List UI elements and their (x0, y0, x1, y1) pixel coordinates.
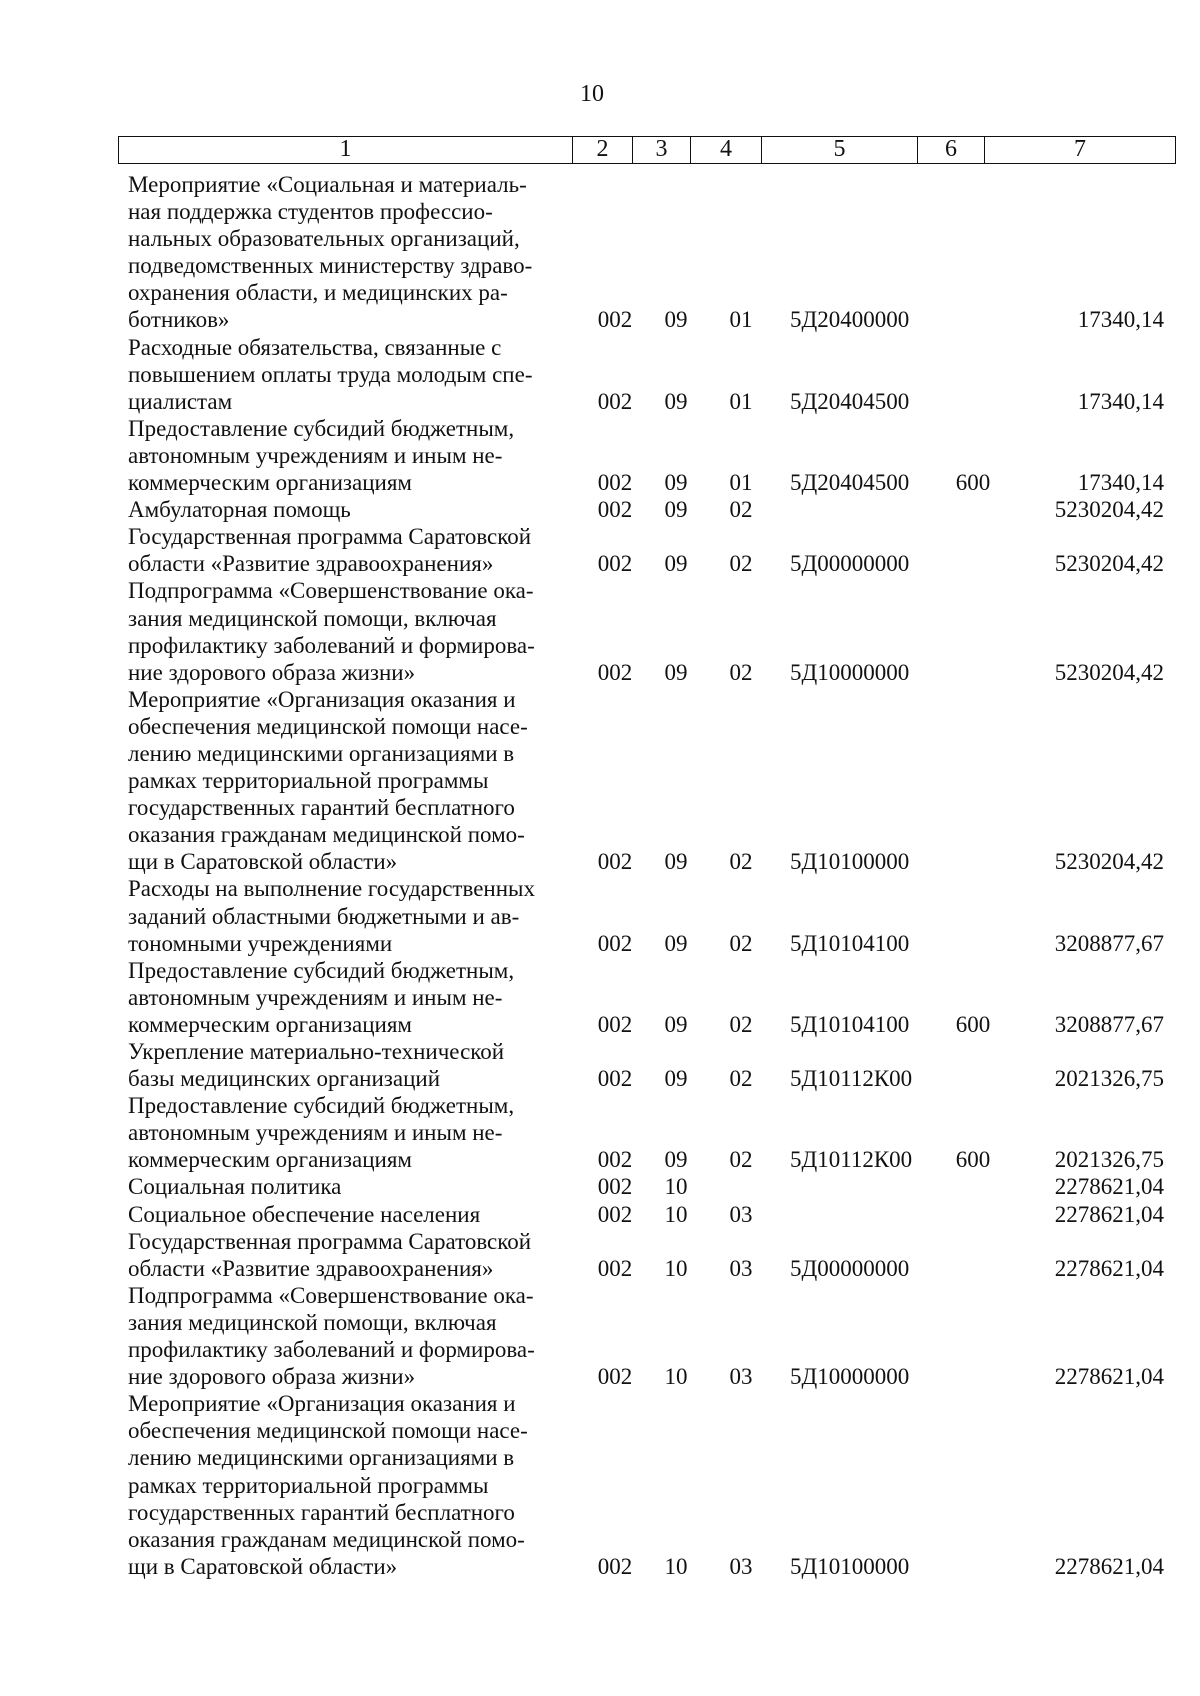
row-cell-c7: 5230204,42 (1054, 551, 1164, 577)
row-cell-c4: 02 (729, 659, 753, 685)
row-cell-c7: 3208877,67 (1054, 930, 1164, 956)
row-cell-c2: 002 (597, 1364, 633, 1390)
row-cell-c7: 2021326,75 (1054, 1147, 1164, 1173)
row-cell-c4: 02 (729, 849, 753, 875)
row-cell-c5: 5Д20404500 (790, 388, 910, 414)
table-row (0, 1201, 1200, 1228)
row-cell-c2: 002 (597, 551, 633, 577)
row-cell-c4: 02 (729, 1011, 753, 1037)
row-cell-c4: 01 (729, 388, 753, 414)
row-description: Мероприятие «Социальная и материаль- ная поддержка студентов профессио- нальных образовательных организаций, подведомственных министерству здраво- охранения области, и медицинских ра- ботников» (128, 172, 533, 333)
column-header-5: 5 (762, 137, 918, 163)
row-cell-c7: 5230204,42 (1054, 497, 1164, 523)
row-cell-c2: 002 (597, 497, 633, 523)
row-cell-c3: 09 (664, 849, 688, 875)
row-cell-c4: 03 (729, 1364, 753, 1390)
row-cell-c4: 02 (729, 551, 753, 577)
row-description: Амбулаторная помощь (128, 497, 351, 523)
row-cell-c3: 09 (664, 307, 688, 333)
row-cell-c2: 002 (597, 930, 633, 956)
row-description: Расходы на выполнение государственных заданий областными бюджетными и ав- тономными учреждениями (128, 876, 535, 956)
row-description: Подпрограмма «Совершенствование ока- зания медицинской помощи, включая профилактику заболеваний и формирова- ние здорового образа жизни» (128, 1282, 535, 1390)
table-row (0, 1092, 1200, 1173)
column-header-3: 3 (633, 137, 691, 163)
row-cell-c2: 002 (597, 1174, 633, 1200)
row-description: Расходные обязательства, связанные с повышением оплаты труда молодым спе- циалистам (128, 334, 533, 414)
row-cell-c2: 002 (597, 1553, 633, 1579)
row-cell-c2: 002 (597, 1066, 633, 1092)
row-cell-c2: 002 (597, 307, 633, 333)
table-row (0, 1038, 1200, 1092)
row-cell-c6: 600 (955, 1011, 991, 1037)
row-cell-c4: 01 (729, 470, 753, 496)
row-cell-c7: 2021326,75 (1054, 1066, 1164, 1092)
table-row (0, 496, 1200, 523)
budget-table-body (0, 171, 1200, 1580)
row-cell-c3: 10 (664, 1553, 688, 1579)
row-cell-c7: 2278621,04 (1054, 1201, 1164, 1227)
column-header-1: 1 (119, 137, 573, 163)
table-row (0, 875, 1200, 956)
row-description: Социальное обеспечение населения (128, 1201, 481, 1227)
row-cell-c3: 09 (664, 497, 688, 523)
row-cell-c7: 17340,14 (1077, 307, 1164, 333)
row-cell-c4: 03 (729, 1201, 753, 1227)
row-description: Государственная программа Саратовской области «Развитие здравоохранения» (128, 1228, 532, 1281)
row-cell-c2: 002 (597, 1147, 633, 1173)
row-cell-c7: 5230204,42 (1054, 659, 1164, 685)
column-header-6: 6 (918, 137, 985, 163)
row-cell-c2: 002 (597, 470, 633, 496)
row-cell-c5: 5Д10000000 (790, 1364, 910, 1390)
row-cell-c7: 17340,14 (1077, 470, 1164, 496)
row-cell-c7: 3208877,67 (1054, 1011, 1164, 1037)
row-cell-c5: 5Д10112К00 (790, 1147, 913, 1173)
row-cell-c6: 600 (955, 1147, 991, 1173)
table-row (0, 1390, 1200, 1580)
row-cell-c2: 002 (597, 1201, 633, 1227)
table-row (0, 1282, 1200, 1390)
row-cell-c3: 10 (664, 1364, 688, 1390)
row-description: Предоставление субсидий бюджетным, автономным учреждениям и иным не- коммерческим организациям (128, 1093, 515, 1173)
row-cell-c6: 600 (955, 470, 991, 496)
row-cell-c4: 02 (729, 930, 753, 956)
table-row (0, 1173, 1200, 1200)
column-header-row (118, 136, 1176, 164)
row-cell-c5: 5Д00000000 (790, 551, 910, 577)
row-cell-c2: 002 (597, 659, 633, 685)
row-cell-c4: 03 (729, 1553, 753, 1579)
row-cell-c2: 002 (597, 388, 633, 414)
row-cell-c5: 5Д20400000 (790, 307, 910, 333)
column-header-4: 4 (691, 137, 762, 163)
row-cell-c3: 09 (664, 1011, 688, 1037)
column-header-2: 2 (573, 137, 633, 163)
row-cell-c5: 5Д20404500 (790, 470, 910, 496)
row-cell-c3: 09 (664, 1066, 688, 1092)
row-cell-c2: 002 (597, 1255, 633, 1281)
row-description: Укрепление материально-технической базы медицинских организаций (128, 1039, 505, 1092)
row-cell-c3: 10 (664, 1255, 688, 1281)
table-row (0, 415, 1200, 496)
row-cell-c3: 09 (664, 551, 688, 577)
row-cell-c4: 02 (729, 497, 753, 523)
row-cell-c5: 5Д10104100 (790, 1011, 910, 1037)
table-row (0, 171, 1200, 334)
row-description: Предоставление субсидий бюджетным, автономным учреждениям и иным не- коммерческим организациям (128, 957, 515, 1037)
row-cell-c4: 01 (729, 307, 753, 333)
row-description: Мероприятие «Организация оказания и обеспечения медицинской помощи насе- лению медицинскими организациями в рамках территориальной программы государственных гарантий бесплатного оказания гражданам медицинской помо- щи в Саратовской области» (128, 1391, 528, 1579)
row-cell-c2: 002 (597, 1011, 633, 1037)
table-row (0, 334, 1200, 415)
table-row (0, 523, 1200, 577)
row-cell-c5: 5Д00000000 (790, 1255, 910, 1281)
row-cell-c7: 2278621,04 (1054, 1174, 1164, 1200)
row-cell-c7: 2278621,04 (1054, 1255, 1164, 1281)
table-row (0, 686, 1200, 876)
row-cell-c5: 5Д10100000 (790, 849, 910, 875)
row-cell-c3: 09 (664, 659, 688, 685)
column-header-7: 7 (1074, 136, 1086, 162)
row-cell-c7: 2278621,04 (1054, 1553, 1164, 1579)
row-cell-c3: 09 (664, 930, 688, 956)
row-cell-c7: 2278621,04 (1054, 1364, 1164, 1390)
row-cell-c5: 5Д10100000 (790, 1553, 910, 1579)
row-cell-c3: 09 (664, 388, 688, 414)
row-cell-c4: 02 (729, 1066, 753, 1092)
row-cell-c7: 17340,14 (1077, 388, 1164, 414)
row-cell-c2: 002 (597, 849, 633, 875)
row-cell-c5: 5Д10112К00 (790, 1066, 913, 1092)
row-description: Мероприятие «Организация оказания и обеспечения медицинской помощи насе- лению медицинскими организациями в рамках территориальной программы государственных гарантий бесплатного оказания гражданам медицинской помо- щи в Саратовской области» (128, 686, 528, 875)
page-number: 10 (580, 81, 604, 107)
row-cell-c5: 5Д10104100 (790, 930, 910, 956)
row-description: Государственная программа Саратовской области «Развитие здравоохранения» (128, 524, 532, 577)
row-cell-c3: 09 (664, 470, 688, 496)
row-cell-c3: 10 (664, 1174, 688, 1200)
row-cell-c7: 5230204,42 (1054, 849, 1164, 875)
table-row (0, 957, 1200, 1038)
row-description: Подпрограмма «Совершенствование ока- зания медицинской помощи, включая профилактику заболеваний и формирова- ние здорового образа жизни» (128, 578, 535, 685)
row-cell-c3: 10 (664, 1201, 688, 1227)
table-row (0, 1228, 1200, 1282)
row-description: Социальная политика (128, 1174, 342, 1200)
row-description: Предоставление субсидий бюджетным, автономным учреждениям и иным не- коммерческим организациям (128, 415, 515, 496)
row-cell-c4: 02 (729, 1147, 753, 1173)
row-cell-c4: 03 (729, 1255, 753, 1281)
row-cell-c3: 09 (664, 1147, 688, 1173)
table-row (0, 577, 1200, 685)
row-cell-c5: 5Д10000000 (790, 659, 910, 685)
